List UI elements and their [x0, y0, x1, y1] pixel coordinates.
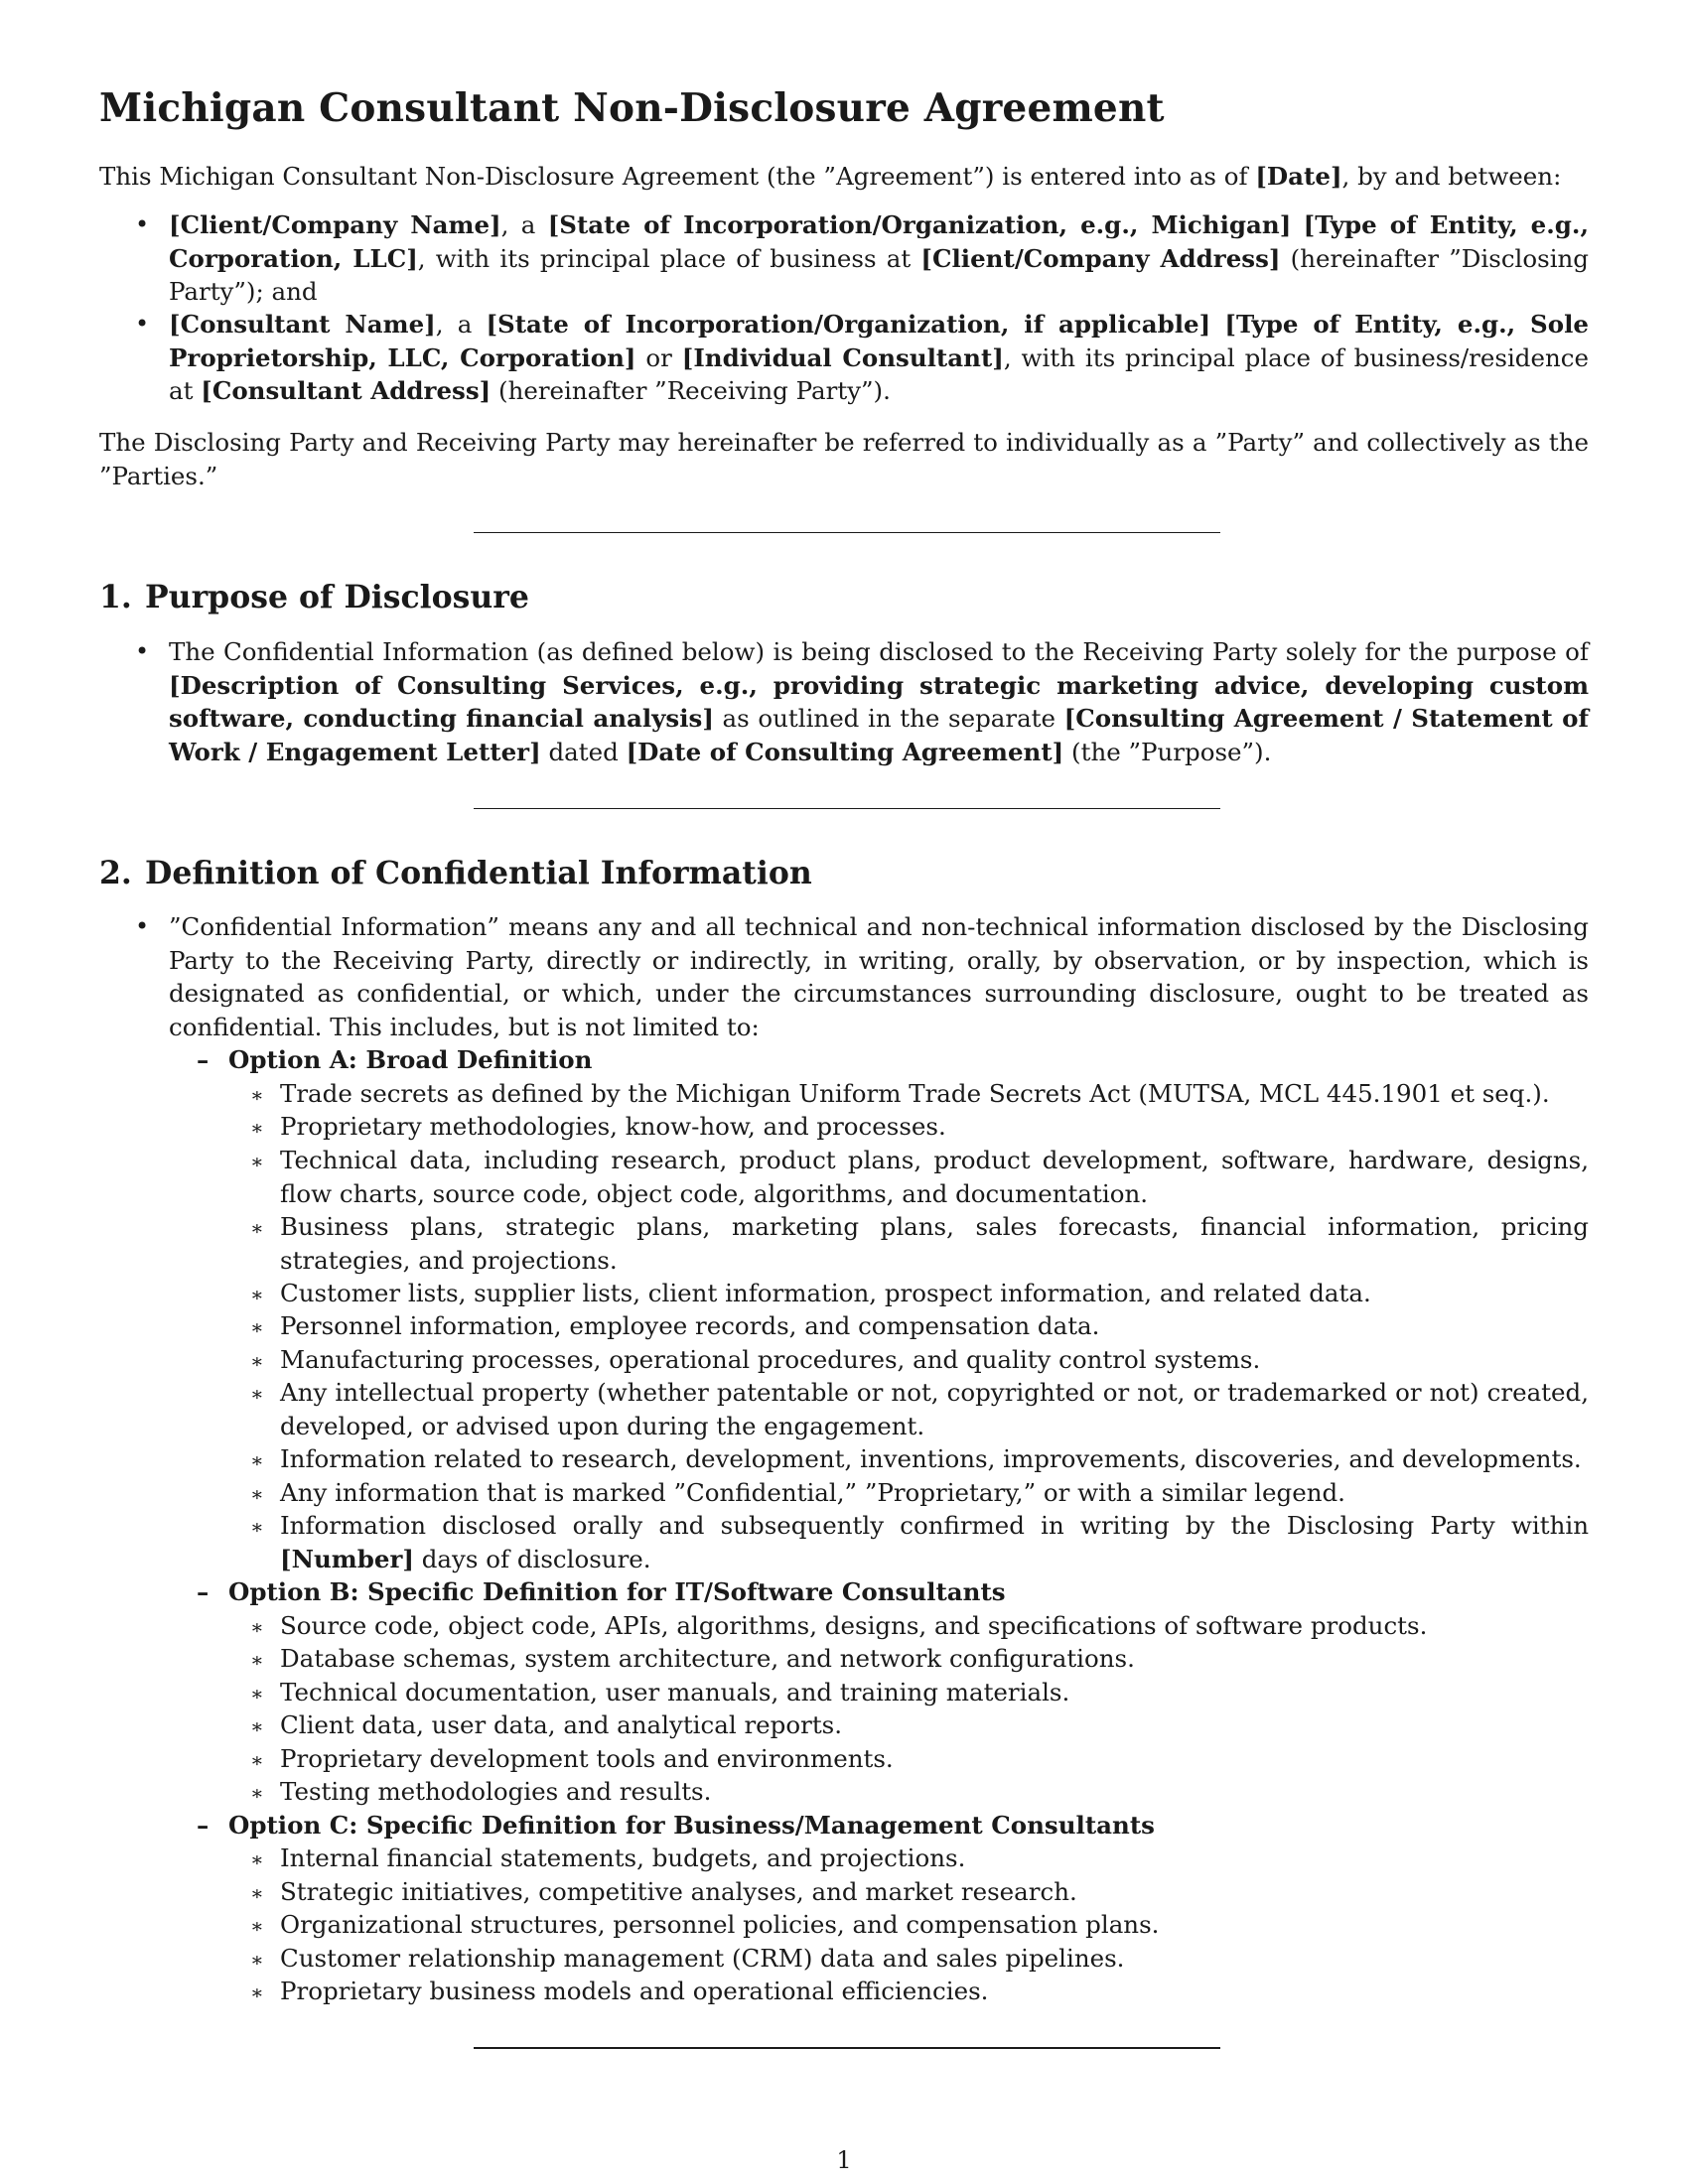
dash-icon: – [197, 1811, 210, 1840]
bullet-icon: • [135, 637, 150, 665]
list-item-text: Information related to research, development, inventions, improvements, discoveries, and developments. [280, 1444, 1582, 1473]
option-b-title [197, 1575, 1589, 1609]
bullet-icon: • [135, 310, 150, 338]
purpose-item [135, 635, 1589, 768]
list-item [250, 1144, 1589, 1210]
list-item [250, 1708, 1589, 1742]
asterisk-icon: ∗ [250, 1714, 264, 1738]
section-2-heading [99, 855, 812, 891]
consultant-entity-placeholder: [Type of Entity, e.g., Sole Proprietorship, LLC, Corporation] [169, 310, 1589, 372]
definition-item [135, 910, 1589, 1043]
list-item-text: days of disclosure. [413, 1544, 651, 1573]
asterisk-icon: ∗ [250, 1349, 264, 1373]
list-item-text: Source code, object code, APIs, algorithms, designs, and specifications of software products. [280, 1611, 1428, 1640]
section-1-heading [99, 579, 529, 615]
asterisk-icon: ∗ [250, 1948, 264, 1972]
list-item [250, 1942, 1589, 1976]
list-item-text: Database schemas, system architecture, and network configurations. [280, 1644, 1135, 1673]
document-title: Michigan Consultant Non-Disclosure Agreement [99, 85, 1165, 131]
list-item [250, 1609, 1589, 1643]
list-item-text: Technical documentation, user manuals, and training materials. [280, 1678, 1070, 1706]
client-state-placeholder: [State of Incorporation/Organization, e.g., Michigan] [547, 210, 1292, 239]
option-a-title [197, 1043, 1589, 1077]
list-item [250, 1077, 1589, 1111]
option-title-text: Option A: Broad Definition [228, 1045, 593, 1074]
list-item [250, 1775, 1589, 1809]
client-address-placeholder: [Client/Company Address] [920, 243, 1281, 273]
list-item-text: Trade secrets as defined by the Michigan Uniform Trade Secrets Act (MUTSA, MCL 445.1901 et seq.). [280, 1079, 1550, 1108]
definition-intro: ”Confidential Information” means any and all technical and non-technical information disclosed by the Disclosing Party to the Receiving Party, directly or indirectly, in writing, orally, by observation, or by inspection, which is designated as confidential, or which, under the circumstances surrounding disclosure, ought to be treated as confidential. This includes, but is not limited to: [169, 912, 1589, 1041]
asterisk-icon: ∗ [250, 1216, 264, 1240]
services-placeholder: [Description of Consulting Services, e.g., providing strategic marketing advice, developing custom software, conducting financial analysis] [169, 670, 1589, 733]
option-title-text: Option C: Specific Definition for Business/Management Consultants [228, 1811, 1155, 1840]
section-title: Purpose of Disclosure [145, 579, 529, 615]
date-placeholder: [Date] [1255, 162, 1342, 191]
intro-text: This Michigan Consultant Non-Disclosure Agreement (the ”Agreement”) is entered into as of [99, 162, 1256, 191]
bullet-icon: • [135, 210, 150, 238]
section-number: 2. [99, 855, 132, 891]
divider [474, 2047, 1220, 2049]
list-item-text: Organizational structures, personnel policies, and compensation plans. [280, 1910, 1160, 1939]
section-number: 1. [99, 579, 132, 615]
party-text: , a [435, 310, 487, 339]
party-text [1210, 310, 1224, 339]
list-item [250, 1376, 1589, 1442]
dash-icon: – [197, 1577, 210, 1606]
list-item-text: Client data, user data, and analytical reports. [280, 1710, 843, 1739]
list-item-text: Testing methodologies and results. [280, 1777, 712, 1806]
list-item-text: Strategic initiatives, competitive analyses, and market research. [280, 1877, 1077, 1906]
asterisk-icon: ∗ [250, 1615, 264, 1639]
list-item-text: Proprietary business models and operational efficiencies. [280, 1977, 989, 2005]
asterisk-icon: ∗ [250, 1847, 264, 1871]
number-placeholder: [Number] [280, 1544, 414, 1573]
asterisk-icon: ∗ [250, 1881, 264, 1905]
asterisk-icon: ∗ [250, 1648, 264, 1672]
asterisk-icon: ∗ [250, 1748, 264, 1772]
list-item [250, 1642, 1589, 1676]
asterisk-icon: ∗ [250, 1781, 264, 1805]
consultant-name-placeholder: [Consultant Name] [169, 310, 436, 339]
asterisk-icon: ∗ [250, 1150, 264, 1173]
consultant-address-placeholder: [Consultant Address] [201, 376, 492, 405]
purpose-text: The Confidential Information (as defined below) is being disclosed to the Receiving Party solely for the purpose of [169, 637, 1589, 666]
list-item [250, 1110, 1589, 1144]
list-item [250, 1676, 1589, 1709]
list-item-text: Any information that is marked ”Confidential,” ”Proprietary,” or with a similar legend. [280, 1478, 1345, 1507]
page-number: 1 [836, 2146, 852, 2174]
divider [474, 808, 1220, 809]
purpose-text: (the ”Purpose”). [1063, 737, 1272, 766]
asterisk-icon: ∗ [250, 1482, 264, 1506]
party-text: , a [500, 210, 548, 239]
parties-note: The Disclosing Party and Receiving Party may hereinafter be referred to individually as a ”Party” and collectively as the ”Parties.” [99, 428, 1589, 490]
intro-text-end: , by and between: [1341, 162, 1562, 191]
asterisk-icon: ∗ [250, 1914, 264, 1938]
party-receiving [135, 308, 1589, 408]
party-text: , with its principal place of business/residence at [169, 342, 1589, 405]
list-item [250, 1842, 1589, 1875]
asterisk-icon: ∗ [250, 1448, 264, 1472]
party-text: or [635, 342, 682, 372]
option-c-title [197, 1809, 1589, 1843]
list-item [250, 1210, 1589, 1277]
agreement-date-placeholder: [Date of Consulting Agreement] [626, 737, 1064, 766]
intro-paragraph [99, 160, 1589, 194]
list-item-text: Customer lists, supplier lists, client information, prospect information, and related data. [280, 1279, 1371, 1307]
purpose-text: as outlined in the separate [713, 704, 1064, 733]
individual-consultant-placeholder: [Individual Consultant] [681, 342, 1004, 372]
bullet-icon: • [135, 912, 150, 940]
list-item [250, 1908, 1589, 1942]
list-item-text: Proprietary development tools and environments. [280, 1744, 894, 1773]
party-text [1291, 210, 1303, 239]
list-item-text: Any intellectual property (whether patentable or not, copyrighted or not, or trademarked or not) created, developed, or advised upon during the engagement. [280, 1378, 1589, 1440]
list-item [250, 1975, 1589, 2008]
list-item-text: Proprietary methodologies, know-how, and processes. [280, 1112, 946, 1141]
divider [474, 532, 1220, 533]
consulting-agreement-placeholder: [Consulting Agreement / Statement of Work / Engagement Letter] [169, 704, 1589, 766]
asterisk-icon: ∗ [250, 1980, 264, 2004]
list-item [250, 1442, 1589, 1476]
party-text: (hereinafter ”Disclosing Party”); and [169, 243, 1589, 306]
list-item-text: Internal financial statements, budgets, and projections. [280, 1843, 966, 1872]
asterisk-icon: ∗ [250, 1083, 264, 1107]
asterisk-icon: ∗ [250, 1515, 264, 1539]
dash-icon: – [197, 1045, 210, 1074]
list-item [250, 1277, 1589, 1310]
asterisk-icon: ∗ [250, 1382, 264, 1406]
purpose-text: dated [540, 737, 627, 766]
list-item-text: Business plans, strategic plans, marketing plans, sales forecasts, financial information, pricing strategies, and projections. [280, 1212, 1589, 1275]
section-title: Definition of Confidential Information [145, 855, 812, 891]
client-entity-placeholder: [Type of Entity, e.g., Corporation, LLC] [169, 210, 1589, 273]
list-item [250, 1742, 1589, 1776]
list-item [250, 1509, 1589, 1575]
client-name-placeholder: [Client/Company Name] [169, 210, 501, 239]
party-text: , with its principal place of business at [417, 243, 921, 273]
asterisk-icon: ∗ [250, 1682, 264, 1706]
option-title-text: Option B: Specific Definition for IT/Software Consultants [228, 1577, 1006, 1606]
list-item-text: Information disclosed orally and subsequently confirmed in writing by the Disclosing Party within [280, 1511, 1589, 1540]
list-item [250, 1476, 1589, 1510]
list-item-text: Personnel information, employee records, and compensation data. [280, 1311, 1100, 1340]
party-text: (hereinafter ”Receiving Party”). [491, 376, 891, 405]
asterisk-icon: ∗ [250, 1283, 264, 1306]
party-disclosing [135, 208, 1589, 309]
list-item [250, 1875, 1589, 1909]
list-item-text: Technical data, including research, product plans, product development, software, hardware, designs, flow charts, source code, object code, algorithms, and documentation. [280, 1146, 1589, 1208]
asterisk-icon: ∗ [250, 1116, 264, 1140]
list-item [250, 1343, 1589, 1377]
list-item-text: Customer relationship management (CRM) data and sales pipelines. [280, 1944, 1125, 1973]
list-item-text: Manufacturing processes, operational procedures, and quality control systems. [280, 1345, 1261, 1374]
consultant-state-placeholder: [State of Incorporation/Organization, if applicable] [486, 310, 1211, 339]
list-item [250, 1309, 1589, 1343]
asterisk-icon: ∗ [250, 1315, 264, 1339]
